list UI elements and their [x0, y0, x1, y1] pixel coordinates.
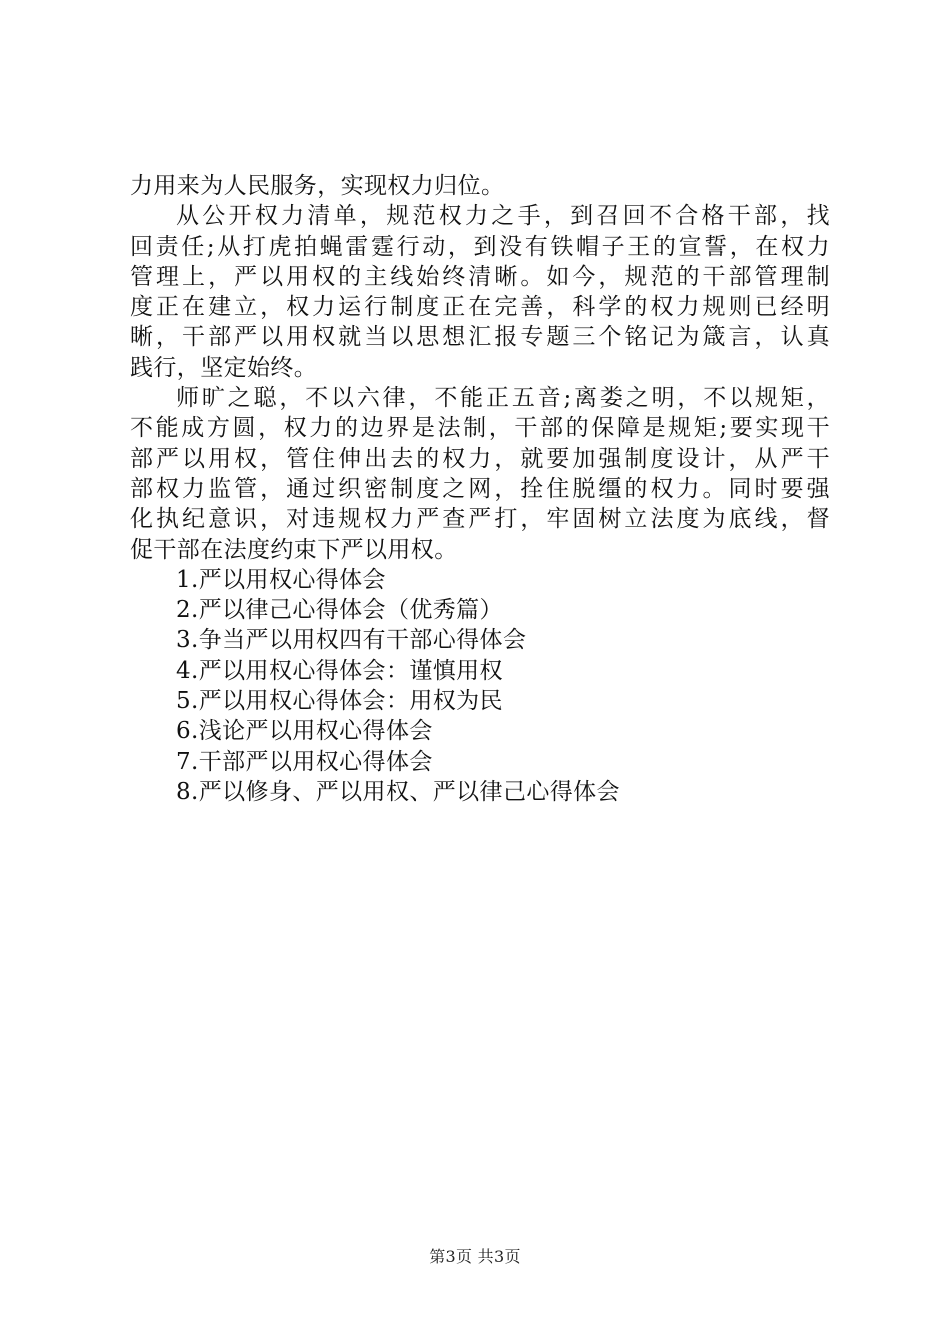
text-line: 管理上，严以用权的主线始终清晰。如今，规范的干部管理制 — [130, 263, 830, 290]
text-line: 师旷之聪，不以六律，不能正五音;离娄之明，不以规矩， — [176, 385, 830, 412]
text-line: 不能成方圆，权力的边界是法制，干部的保障是规矩;要实现干 — [130, 415, 830, 442]
list-item: 3.争当严以用权四有干部心得体会 — [176, 627, 527, 654]
text-line: 部权力监管，通过织密制度之网，拴住脱缰的权力。同时要强 — [130, 475, 830, 502]
paragraph-power-regulation — [130, 201, 830, 383]
list-item: 4.严以用权心得体会：谨慎用权 — [176, 657, 503, 684]
paragraph-rules-and-system — [130, 383, 830, 565]
text-line: 化执纪意识，对违规权力严查严打，牢固树立法度为底线，督 — [130, 506, 830, 533]
text-line: 从公开权力清单，规范权力之手，到召回不合格干部，找 — [176, 203, 830, 230]
text-line: 践行，坚定始终。 — [130, 354, 318, 381]
paragraph-continuation — [130, 171, 830, 201]
page-footer: 第3页 共3页 — [429, 1247, 521, 1266]
list-item: 5.严以用权心得体会：用权为民 — [176, 688, 503, 715]
list-item: 7.干部严以用权心得体会 — [176, 748, 433, 775]
text-line: 度正在建立，权力运行制度正在完善，科学的权力规则已经明 — [130, 294, 830, 321]
list-item: 8.严以修身、严以用权、严以律己心得体会 — [176, 778, 620, 805]
text-line: 部严以用权，管住伸出去的权力，就要加强制度设计，从严干 — [130, 445, 830, 472]
list-item: 6.浅论严以用权心得体会 — [176, 718, 433, 745]
text-line: 促干部在法度约束下严以用权。 — [130, 536, 458, 563]
list-item: 2.严以律己心得体会（优秀篇） — [176, 597, 503, 624]
related-articles-list — [130, 565, 830, 807]
document-body — [130, 171, 830, 807]
text-line: 晰，干部严以用权就当以思想汇报专题三个铭记为箴言，认真 — [130, 324, 830, 351]
text-line: 回责任;从打虎拍蝇雷霆行动，到没有铁帽子王的宣誓，在权力 — [130, 233, 830, 260]
text-line: 力用来为人民服务，实现权力归位。 — [130, 173, 505, 199]
list-item: 1.严以用权心得体会 — [176, 566, 386, 593]
